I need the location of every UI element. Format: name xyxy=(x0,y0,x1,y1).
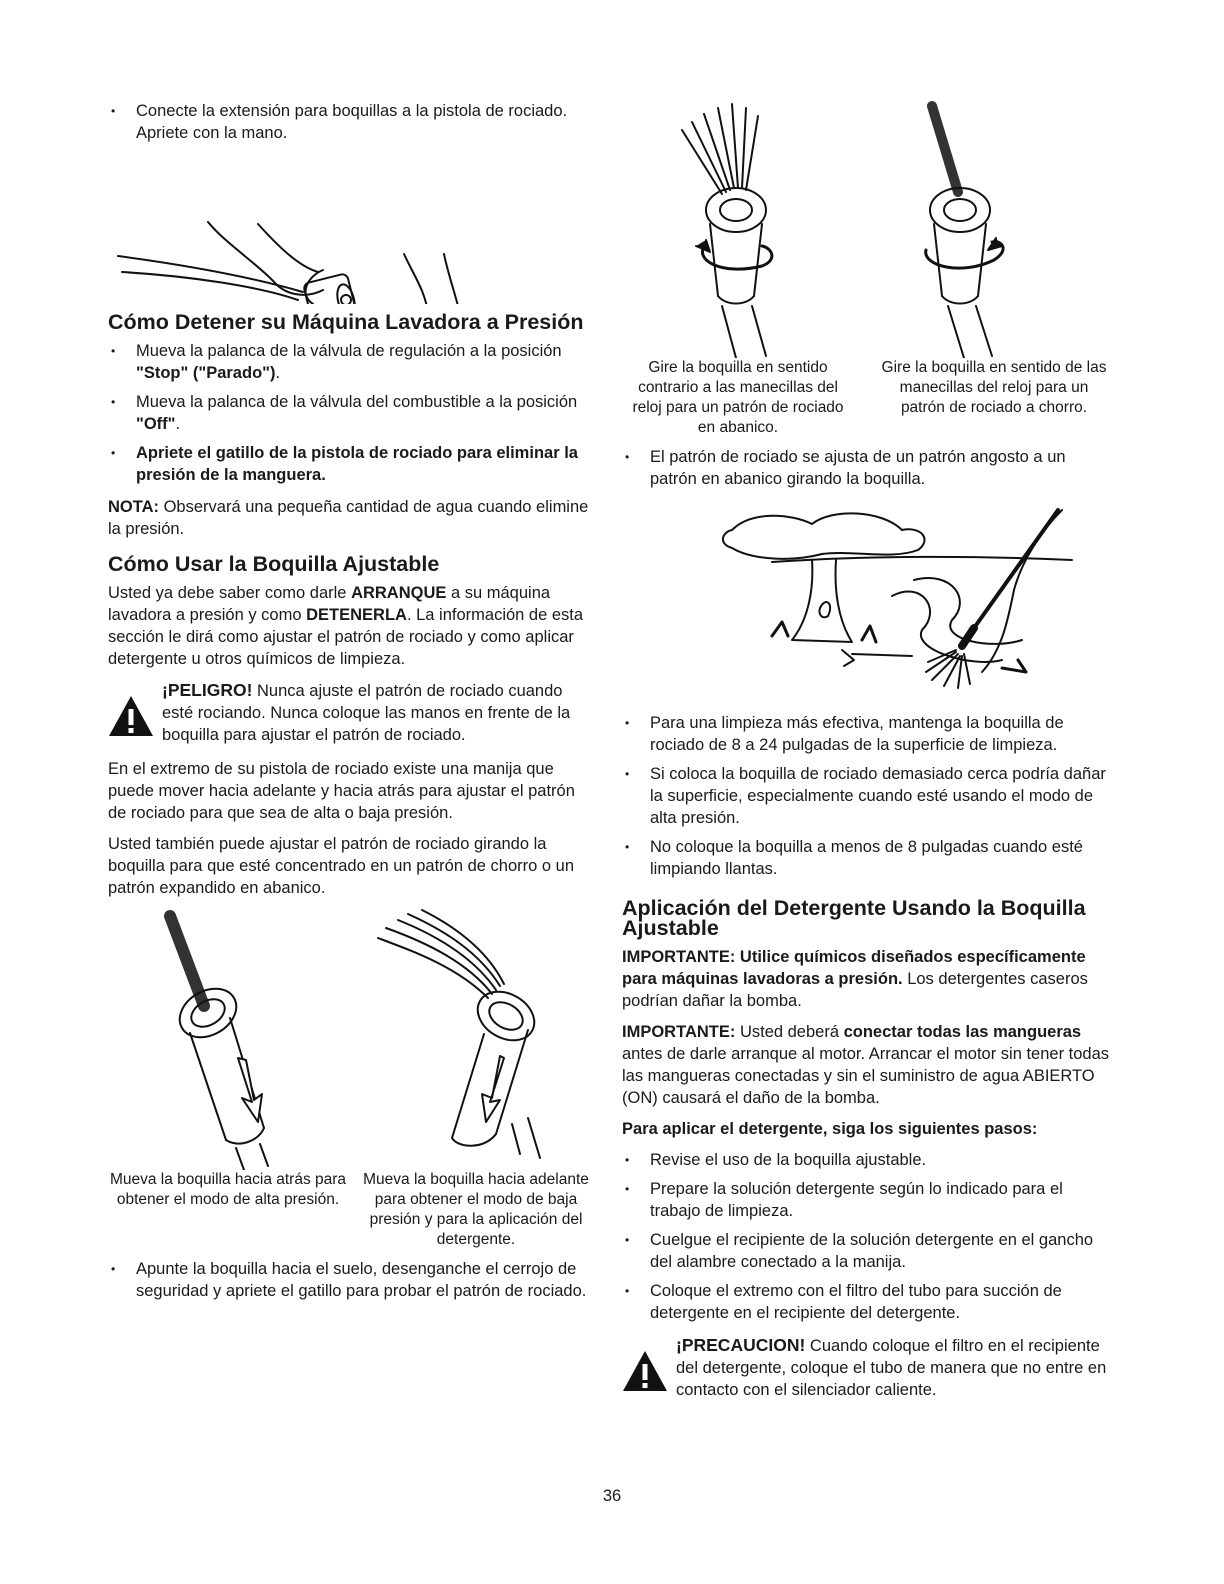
distance-tips-list xyxy=(622,712,1112,880)
warning-triangle-icon xyxy=(622,1350,668,1392)
detergent-heading: Aplicación del Detergente Usando la Boquilla Ajustable xyxy=(622,896,1086,940)
important-hoses-paragraph: IMPORTANTE: Usted deberá conectar todas las mangueras antes de darle arranque al motor. Arrancar el motor sin tener todas las mangueras conectadas y sin el suministro de agua ABIERTO (ON) causará el daño de la bomba. xyxy=(622,1023,1110,1107)
test-list xyxy=(108,1258,594,1302)
list-item: • Mueva la palanca de la válvula del combustible a la posición "Off". xyxy=(108,391,594,435)
stop-steps-list xyxy=(108,340,594,486)
rotation-captions xyxy=(622,358,1112,438)
list-item: • Conecte la extensión para boquillas a la pistola de rociado. Apriete con la mano. xyxy=(108,100,594,144)
pattern-list xyxy=(622,446,1112,490)
danger-warning xyxy=(108,679,594,746)
rotate-paragraph: Usted también puede ajustar el patrón de rociado girando la boquilla para que esté concentrado en un patrón de chorro o un patrón expandido en abanico. xyxy=(108,835,575,897)
caution-warning xyxy=(622,1334,1112,1401)
nozzle-heading: Cómo Usar la Boquilla Ajustable xyxy=(108,552,440,576)
detergent-steps-list xyxy=(622,1149,1112,1324)
list-item: • Prepare la solución detergente según lo indicado para el trabajo de limpieza. xyxy=(622,1178,1112,1222)
danger-text: ¡PELIGRO! Nunca ajuste el patrón de rociado cuando esté rociando. Nunca coloque las manos en frente de la boquilla para ajustar el patrón de rociado. xyxy=(162,680,571,744)
slide-captions xyxy=(108,1170,594,1250)
spraying-scene-illustration xyxy=(622,500,1112,700)
left-column xyxy=(108,100,594,1312)
list-item: • Mueva la palanca de la válvula de regulación a la posición "Stop" ("Parado"). xyxy=(108,340,594,384)
handle-paragraph: En el extremo de su pistola de rociado existe una manija que puede mover hacia adelante y hacia atrás para ajustar el patrón de rociado para que sea de alta o baja presión. xyxy=(108,760,575,822)
page-number: 36 xyxy=(602,1487,622,1505)
nozzle-rotation-illustration xyxy=(622,100,1112,358)
warning-triangle-icon xyxy=(108,695,154,737)
caption-high-pressure: Mueva la boquilla hacia atrás para obtener el modo de alta presión. xyxy=(109,1171,347,1208)
right-column xyxy=(622,100,1112,1413)
list-item: • Si coloca la boquilla de rociado demasiado cerca podría dañar la superficie, especialmente cuando esté usando el modo de alta presión. xyxy=(622,763,1112,829)
caption-fan-pattern: Gire la boquilla en sentido contrario a las manecillas del reloj para un patrón de rociado en abanico. xyxy=(632,359,844,436)
list-item: • Para una limpieza más efectiva, mantenga la boquilla de rociado de 8 a 24 pulgadas de la superficie de limpieza. xyxy=(622,712,1112,756)
caption-jet-pattern: Gire la boquilla en sentido de las manecillas del reloj para un patrón de rociado a chorro. xyxy=(881,359,1107,416)
nozzle-slide-illustration xyxy=(108,908,594,1170)
list-item: • Apunte la boquilla hacia el suelo, desenganche el cerrojo de seguridad y apriete el gatillo para probar el patrón de rociado. xyxy=(108,1258,594,1302)
stop-heading: Cómo Detener su Máquina Lavadora a Presión xyxy=(108,310,584,334)
nozzle-intro-paragraph: Usted ya debe saber como darle ARRANQUE a su máquina lavadora a presión y como DETENERLA. La información de esta sección le dirá como ajustar el patrón de rociado y como aplicar detergente u otros químicos de limpieza. xyxy=(108,584,584,668)
hose-connection-illustration xyxy=(108,154,594,304)
caution-text: ¡PRECAUCION! Cuando coloque el filtro en el recipiente del detergente, coloque el tubo de manera que no entre en contacto con el silenciador caliente. xyxy=(676,1335,1107,1399)
steps-heading: Para aplicar el detergente, siga los siguientes pasos: xyxy=(622,1120,1038,1138)
list-item: • Coloque el extremo con el filtro del tubo para succión de detergente en el recipiente del detergente. xyxy=(622,1280,1112,1324)
important-chemicals-paragraph: IMPORTANTE: Utilice químicos diseñados específicamente para máquinas lavadoras a presión. Los detergentes caseros podrían dañar la bomba. xyxy=(622,948,1088,1010)
list-item: • Cuelgue el recipiente de la solución detergente en el gancho del alambre conectado a la manija. xyxy=(622,1229,1112,1273)
list-item: • No coloque la boquilla a menos de 8 pulgadas cuando esté limpiando llantas. xyxy=(622,836,1112,880)
intro-list xyxy=(108,100,594,144)
list-item: • El patrón de rociado se ajusta de un patrón angosto a un patrón en abanico girando la boquilla. xyxy=(622,446,1112,490)
caption-low-pressure: Mueva la boquilla hacia adelante para obtener el modo de baja presión y para la aplicación del detergente. xyxy=(363,1171,589,1248)
nota-paragraph: NOTA: Observará una pequeña cantidad de agua cuando elimine la presión. xyxy=(108,498,589,538)
list-item: • Revise el uso de la boquilla ajustable. xyxy=(622,1149,1112,1171)
list-item: • Apriete el gatillo de la pistola de rociado para eliminar la presión de la manguera. xyxy=(108,442,594,486)
